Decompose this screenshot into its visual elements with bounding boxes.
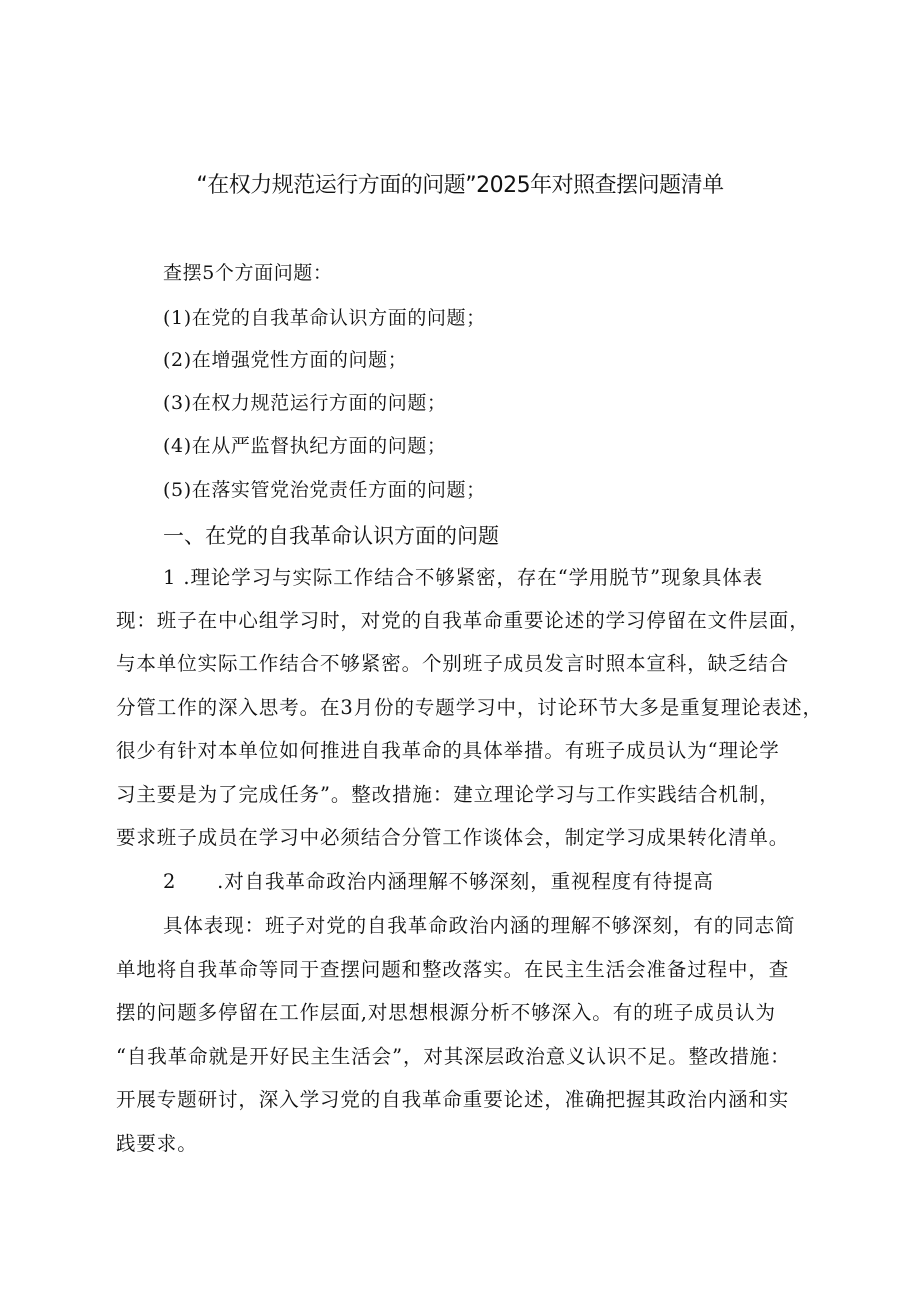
item-1-line-7: 要求班子成员在学习中必须结合分管工作谈体会，制定学习成果转化清单。: [116, 826, 790, 849]
item-2-line-3: 摆的问题多停留在工作层面,对思想根源分析不够深入。有的班子成员认为: [116, 1001, 776, 1024]
aspect-item-2: (2)在增强党性方面的问题；: [163, 349, 408, 371]
item-2-heading: 2 .对自我革命政治内涵理解不够深刻，重视程度有待提高: [163, 870, 714, 893]
intro-text: 查摆5个方面问题：: [163, 262, 333, 284]
item-1-line-2: 现：班子在中心组学习时，对党的自我革命重要论述的学习停留在文件层面，: [116, 609, 810, 632]
item-2-line-2: 单地将自我革命等同于查摆问题和整改落实。在民主生活会准备过程中，查: [116, 958, 790, 981]
item-1-line-1: 1 .理论学习与实际工作结合不够紧密，存在“学用脱节”现象具体表: [163, 566, 764, 589]
aspect-item-3: (3)在权力规范运行方面的问题；: [163, 392, 447, 414]
section-1-heading: 一、在党的自我革命认识方面的问题: [163, 524, 499, 548]
aspect-item-5: (5)在落实管党治党责任方面的问题；: [163, 479, 486, 501]
item-2-line-6: 践要求。: [116, 1132, 198, 1155]
item-2-line-1: 具体表现：班子对党的自我革命政治内涵的理解不够深刻，有的同志简: [163, 914, 796, 937]
item-2-line-5: 开展专题研讨，深入学习党的自我革命重要论述，准确把握其政治内涵和实: [116, 1088, 790, 1111]
aspect-item-4: (4)在从严监督执纪方面的问题；: [163, 435, 447, 457]
item-1-line-5: 很少有针对本单位如何推进自我革命的具体举措。有班子成员认为“理论学: [116, 739, 780, 762]
item-2-line-4: “自我革命就是开好民主生活会”，对其深层政治意义认识不足。整改措施：: [116, 1045, 791, 1068]
item-1-line-3: 与本单位实际工作结合不够紧密。个别班子成员发言时照本宣科，缺乏结合: [116, 652, 790, 675]
aspect-item-1: (1)在党的自我革命认识方面的问题；: [163, 307, 486, 329]
document-title: “在权力规范运行方面的问题”2025年对照查摆问题清单: [196, 173, 724, 198]
item-1-line-4: 分管工作的深入思考。在3月份的专题学习中，讨论环节大多是重复理论表述，: [116, 696, 823, 719]
item-1-line-6: 习主要是为了完成任务”。整改措施：建立理论学习与工作实践结合机制，: [116, 783, 780, 806]
